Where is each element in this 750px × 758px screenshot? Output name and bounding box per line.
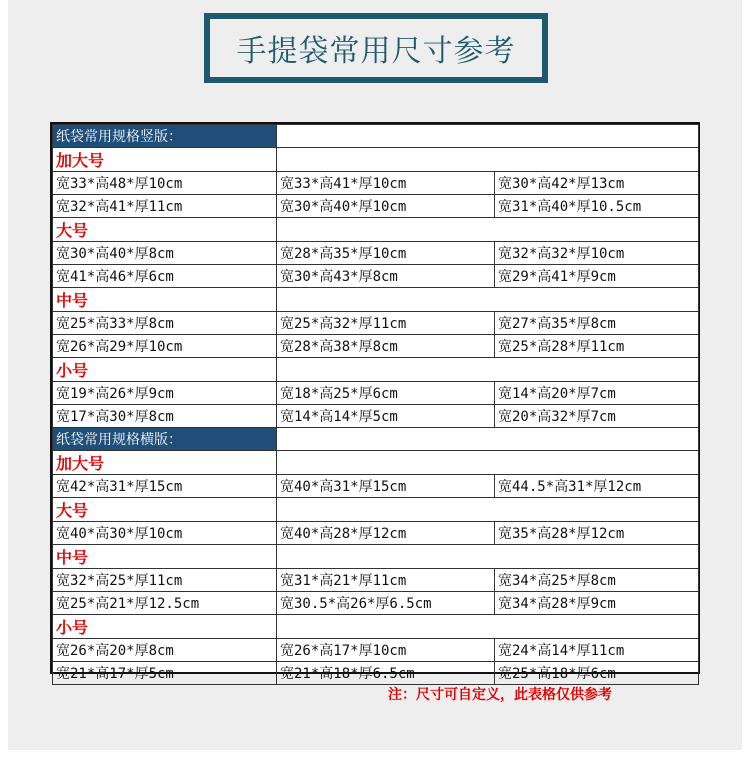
size-label: 加大号 — [53, 451, 277, 475]
size-cell: 宽30.5*高26*厚6.5cm — [277, 592, 495, 615]
blank-cell — [277, 498, 699, 522]
size-cell: 宽30*高43*厚8cm — [277, 265, 495, 288]
table-row — [53, 475, 699, 498]
size-cell: 宽30*高40*厚10cm — [277, 195, 495, 218]
size-label: 中号 — [53, 288, 277, 312]
size-cell: 宽29*高41*厚9cm — [495, 265, 699, 288]
size-cell: 宽42*高31*厚15cm — [53, 475, 277, 498]
size-cell: 宽30*高40*厚8cm — [53, 242, 277, 265]
blank-cell — [277, 218, 699, 242]
table-row — [53, 312, 699, 335]
table-row — [53, 639, 699, 662]
table-row — [53, 172, 699, 195]
size-label-row — [53, 288, 699, 312]
blank-cell — [277, 358, 699, 382]
size-cell: 宽31*高21*厚11cm — [277, 569, 495, 592]
size-cell: 宽26*高17*厚10cm — [277, 639, 495, 662]
size-cell: 宽40*高30*厚10cm — [53, 522, 277, 545]
size-cell: 宽44.5*高31*厚12cm — [495, 475, 699, 498]
page-title: 手提袋常用尺寸参考 — [236, 34, 516, 69]
table-row — [53, 382, 699, 405]
size-cell: 宽21*高17*厚5cm — [53, 662, 277, 685]
blank-cell — [277, 148, 699, 172]
size-label: 中号 — [53, 545, 277, 569]
blank-cell — [277, 125, 699, 148]
size-cell: 宽34*高25*厚8cm — [495, 569, 699, 592]
size-cell: 宽20*高32*厚7cm — [495, 405, 699, 428]
section-heading: 纸袋常用规格竖版： — [53, 125, 277, 148]
table-row — [53, 405, 699, 428]
table-row — [53, 592, 699, 615]
size-cell: 宽26*高20*厚8cm — [53, 639, 277, 662]
size-cell: 宽30*高42*厚13cm — [495, 172, 699, 195]
title-box — [204, 13, 548, 83]
size-cell: 宽17*高30*厚8cm — [53, 405, 277, 428]
size-label-row — [53, 358, 699, 382]
size-cell: 宽41*高46*厚6cm — [53, 265, 277, 288]
size-cell: 宽25*高28*厚11cm — [495, 335, 699, 358]
section-heading: 纸袋常用规格横版： — [53, 428, 277, 451]
size-cell: 宽25*高18*厚6cm — [495, 662, 699, 685]
table-row — [53, 522, 699, 545]
size-cell: 宽14*高20*厚7cm — [495, 382, 699, 405]
blank-cell — [277, 288, 699, 312]
blank-cell — [277, 428, 699, 451]
size-cell: 宽28*高38*厚8cm — [277, 335, 495, 358]
size-cell: 宽33*高41*厚10cm — [277, 172, 495, 195]
table-row — [53, 335, 699, 358]
size-cell: 宽28*高35*厚10cm — [277, 242, 495, 265]
size-table — [52, 124, 699, 685]
size-label: 小号 — [53, 615, 277, 639]
size-label-row — [53, 498, 699, 522]
size-cell: 宽24*高14*厚11cm — [495, 639, 699, 662]
section-header-row — [53, 125, 699, 148]
size-cell: 宽40*高28*厚12cm — [277, 522, 495, 545]
size-cell: 宽14*高14*厚5cm — [277, 405, 495, 428]
size-label: 加大号 — [53, 148, 277, 172]
size-cell: 宽25*高33*厚8cm — [53, 312, 277, 335]
section-header-row — [53, 428, 699, 451]
blank-cell — [277, 451, 699, 475]
footnote: 注：尺寸可自定义，此表格仅供参考 — [388, 687, 612, 703]
table-row — [53, 662, 699, 685]
blank-cell — [277, 545, 699, 569]
table-row — [53, 265, 699, 288]
size-cell: 宽18*高25*厚6cm — [277, 382, 495, 405]
size-cell: 宽26*高29*厚10cm — [53, 335, 277, 358]
size-label-row — [53, 218, 699, 242]
size-label-row — [53, 545, 699, 569]
size-cell: 宽31*高40*厚10.5cm — [495, 195, 699, 218]
size-label-row — [53, 148, 699, 172]
size-cell: 宽34*高28*厚9cm — [495, 592, 699, 615]
size-cell: 宽27*高35*厚8cm — [495, 312, 699, 335]
size-cell: 宽32*高25*厚11cm — [53, 569, 277, 592]
size-table-body — [53, 125, 699, 685]
size-cell: 宽19*高26*厚9cm — [53, 382, 277, 405]
size-label-row — [53, 451, 699, 475]
size-label-row — [53, 615, 699, 639]
size-label: 小号 — [53, 358, 277, 382]
blank-cell — [277, 615, 699, 639]
table-row — [53, 569, 699, 592]
size-cell: 宽33*高48*厚10cm — [53, 172, 277, 195]
size-cell: 宽21*高18*厚6.5cm — [277, 662, 495, 685]
size-label: 大号 — [53, 498, 277, 522]
size-cell: 宽32*高41*厚11cm — [53, 195, 277, 218]
size-label: 大号 — [53, 218, 277, 242]
table-row — [53, 195, 699, 218]
size-cell: 宽35*高28*厚12cm — [495, 522, 699, 545]
size-cell: 宽25*高21*厚12.5cm — [53, 592, 277, 615]
table-row — [53, 242, 699, 265]
size-cell: 宽40*高31*厚15cm — [277, 475, 495, 498]
size-cell: 宽25*高32*厚11cm — [277, 312, 495, 335]
size-table-container — [50, 122, 700, 682]
size-cell: 宽32*高32*厚10cm — [495, 242, 699, 265]
